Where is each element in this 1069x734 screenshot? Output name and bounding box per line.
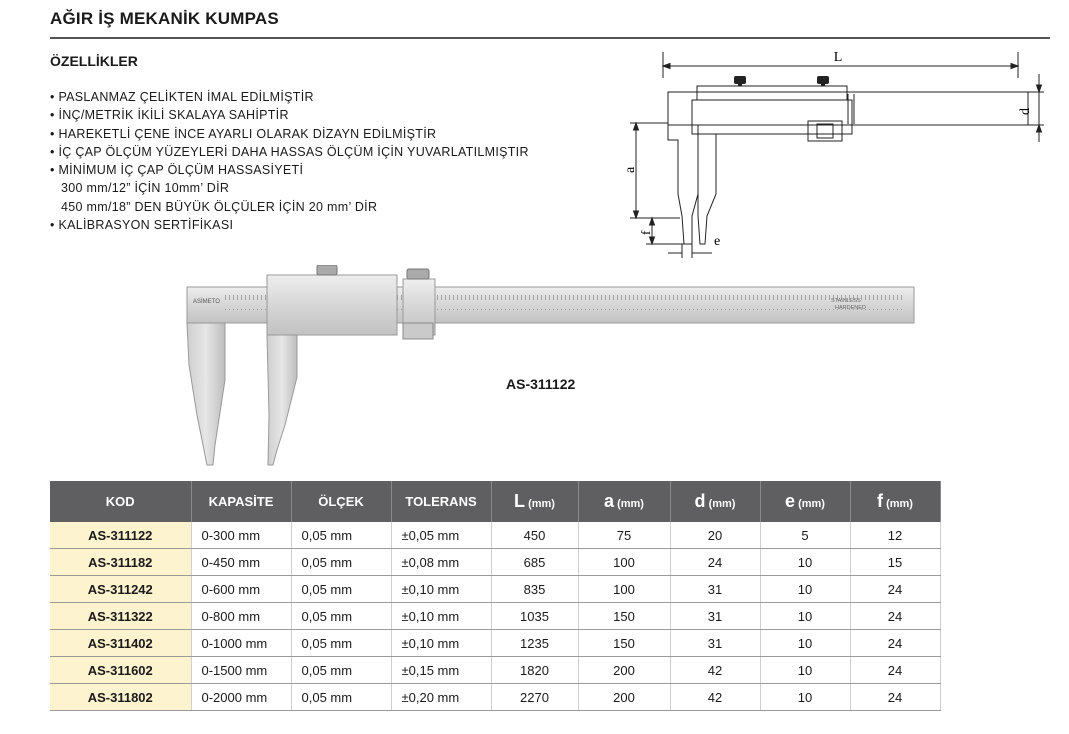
cell-d: 31	[670, 630, 760, 657]
cell-a: 200	[578, 684, 670, 711]
column-header-olcek: ÖLÇEK	[291, 481, 391, 522]
cell-kapasite: 0-300 mm	[191, 522, 291, 549]
cell-kapasite: 0-1500 mm	[191, 657, 291, 684]
cell-kapasite: 0-800 mm	[191, 603, 291, 630]
stamp-text: HARDENED	[835, 305, 866, 311]
cell-L: 835	[491, 576, 578, 603]
cell-f: 15	[850, 549, 940, 576]
feature-item: • MİNİMUM İÇ ÇAP ÖLÇÜM HASSASİYETİ	[50, 163, 304, 178]
table-row	[50, 522, 940, 549]
table-row	[50, 576, 940, 603]
cell-a: 200	[578, 657, 670, 684]
column-header-a: a (mm)	[578, 481, 670, 522]
cell-kod: AS-311182	[50, 549, 191, 576]
cell-L: 1820	[491, 657, 578, 684]
table-row	[50, 630, 940, 657]
cell-f: 24	[850, 630, 940, 657]
title-divider	[50, 37, 1050, 39]
cell-d: 42	[670, 684, 760, 711]
cell-d: 31	[670, 603, 760, 630]
table-row	[50, 684, 940, 711]
cell-tolerans: ±0,08 mm	[391, 549, 491, 576]
cell-a: 100	[578, 549, 670, 576]
feature-sub-item: 450 mm/18” DEN BÜYÜK ÖLÇÜLER İÇİN 20 mm’ DİR	[61, 199, 378, 214]
cell-kod: AS-311122	[50, 522, 191, 549]
cell-a: 150	[578, 603, 670, 630]
feature-list	[50, 88, 529, 234]
feature-item: • HAREKETLİ ÇENE İNCE AYARLI OLARAK DİZAYN EDİLMİŞTİR	[50, 126, 437, 141]
cell-e: 10	[760, 549, 850, 576]
brand-logo-text: ASİMETO	[193, 299, 220, 305]
cell-L: 450	[491, 522, 578, 549]
dimension-label-d: d	[1018, 108, 1033, 115]
cell-kapasite: 0-1000 mm	[191, 630, 291, 657]
cell-kapasite: 0-2000 mm	[191, 684, 291, 711]
column-header-kod: KOD	[50, 481, 191, 522]
cell-kod: AS-311242	[50, 576, 191, 603]
cell-L: 2270	[491, 684, 578, 711]
dimension-label-e: e	[714, 234, 721, 249]
cell-tolerans: ±0,15 mm	[391, 657, 491, 684]
dimension-label-L: L	[833, 50, 843, 65]
cell-a: 75	[578, 522, 670, 549]
cell-kod: AS-311602	[50, 657, 191, 684]
cell-olcek: 0,05 mm	[291, 630, 391, 657]
feature-item: • İÇ ÇAP ÖLÇÜM YÜZEYLERİ DAHA HASSAS ÖLÇÜM İÇİN YUVARLATILMIŞTIR	[50, 144, 529, 159]
cell-d: 24	[670, 549, 760, 576]
dimension-label-f: f	[638, 230, 653, 235]
cell-kod: AS-311402	[50, 630, 191, 657]
cell-olcek: 0,05 mm	[291, 684, 391, 711]
features-heading: ÖZELLİKLER	[50, 53, 138, 69]
cell-f: 24	[850, 657, 940, 684]
cell-kapasite: 0-450 mm	[191, 549, 291, 576]
column-header-d: d (mm)	[670, 481, 760, 522]
table-row	[50, 603, 940, 630]
cell-f: 12	[850, 522, 940, 549]
cell-tolerans: ±0,10 mm	[391, 603, 491, 630]
dimension-diagram	[612, 44, 1052, 266]
cell-d: 20	[670, 522, 760, 549]
feature-item: • PASLANMAZ ÇELİKTEN İMAL EDİLMİŞTİR	[50, 90, 314, 104]
cell-olcek: 0,05 mm	[291, 657, 391, 684]
cell-f: 24	[850, 576, 940, 603]
cell-tolerans: ±0,20 mm	[391, 684, 491, 711]
cell-kod: AS-311802	[50, 684, 191, 711]
column-header-L: L (mm)	[491, 481, 578, 522]
stamp-text: STAINLESS	[831, 298, 861, 304]
model-label: AS-311122	[506, 376, 576, 392]
feature-sub-item: 300 mm/12” İÇİN 10mm’ DİR	[61, 181, 230, 196]
cell-f: 24	[850, 684, 940, 711]
cell-e: 10	[760, 684, 850, 711]
cell-tolerans: ±0,05 mm	[391, 522, 491, 549]
table-row	[50, 657, 940, 684]
cell-f: 24	[850, 603, 940, 630]
dimension-label-a: a	[623, 166, 638, 173]
spec-table	[50, 481, 941, 711]
cell-e: 10	[760, 603, 850, 630]
caliper-illustration	[185, 265, 915, 470]
cell-d: 42	[670, 657, 760, 684]
cell-kod: AS-311322	[50, 603, 191, 630]
page-title: AĞIR İŞ MEKANİK KUMPAS	[50, 9, 279, 28]
table-header-row	[50, 481, 940, 522]
cell-olcek: 0,05 mm	[291, 522, 391, 549]
cell-L: 1035	[491, 603, 578, 630]
cell-olcek: 0,05 mm	[291, 576, 391, 603]
cell-tolerans: ±0,10 mm	[391, 576, 491, 603]
column-header-kapasite: KAPASİTE	[191, 481, 291, 522]
cell-L: 1235	[491, 630, 578, 657]
column-header-f: f (mm)	[850, 481, 940, 522]
column-header-e: e (mm)	[760, 481, 850, 522]
column-header-tolerans: TOLERANS	[391, 481, 491, 522]
cell-d: 31	[670, 576, 760, 603]
cell-L: 685	[491, 549, 578, 576]
cell-a: 150	[578, 630, 670, 657]
feature-item: • İNÇ/METRİK İKİLİ SKALAYA SAHİPTİR	[50, 108, 289, 123]
cell-kapasite: 0-600 mm	[191, 576, 291, 603]
feature-item: • KALİBRASYON SERTİFİKASI	[50, 218, 234, 233]
cell-e: 10	[760, 576, 850, 603]
cell-olcek: 0,05 mm	[291, 549, 391, 576]
cell-e: 5	[760, 522, 850, 549]
cell-tolerans: ±0,10 mm	[391, 630, 491, 657]
cell-a: 100	[578, 576, 670, 603]
cell-olcek: 0,05 mm	[291, 603, 391, 630]
cell-e: 10	[760, 630, 850, 657]
cell-e: 10	[760, 657, 850, 684]
table-row	[50, 549, 940, 576]
